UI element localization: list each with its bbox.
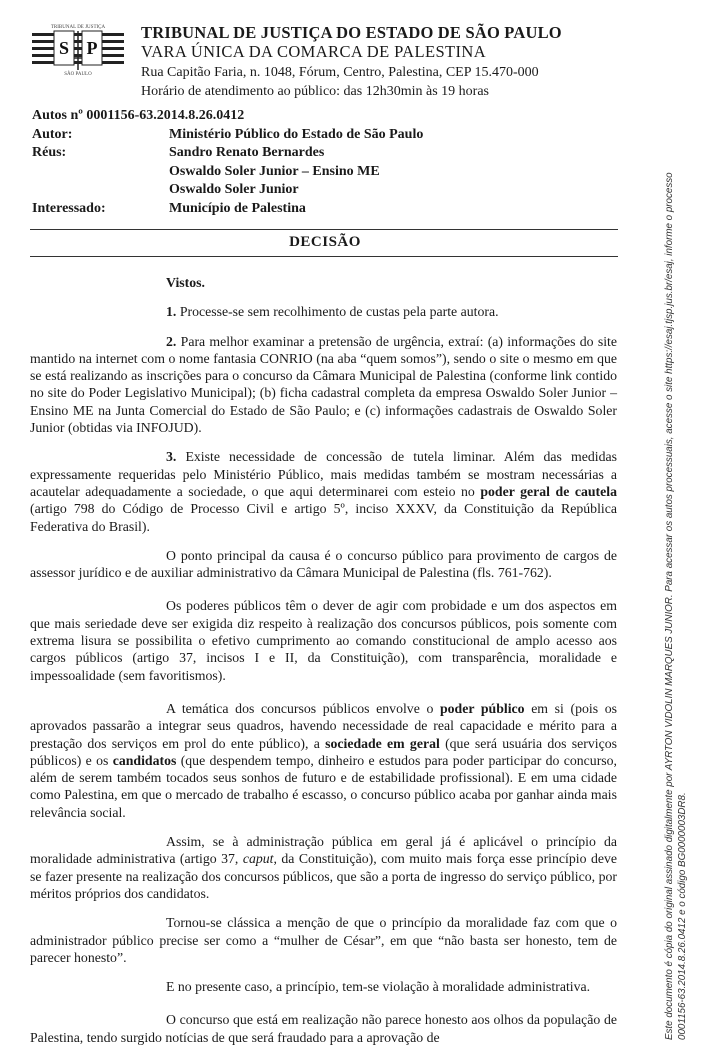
digital-signature-note [664, 30, 689, 1040]
paragraph-1-number: 1. [166, 304, 177, 320]
paragraph-6 [30, 700, 617, 821]
paragraph-3 [30, 448, 617, 534]
case-number: Autos nº 0001156-63.2014.8.26.0412 [32, 108, 245, 123]
court-subtitle: VARA ÚNICA DA COMARCA DE PALESTINA [141, 42, 487, 61]
defendants-row-3 [32, 181, 423, 200]
paragraph-2-number: 2. [166, 333, 177, 349]
paragraph-6-text-a: A temática dos concursos públicos envolve o [166, 700, 434, 716]
defendants-label: Réus: [32, 145, 67, 160]
interested-label: Interessado: [32, 200, 106, 216]
defendant-2: Oswaldo Soler Junior – Ensino ME [169, 163, 380, 179]
divider-bottom [30, 256, 618, 257]
paragraph-10: O concurso que está em realização não parece honesto aos olhos da população de Palestina, tendo surgido notícias de que será fraudado para a aprovação de [30, 1012, 617, 1045]
defendant-3: Oswaldo Soler Junior [169, 182, 299, 197]
paragraph-6-text-d: (que será usuária dos serviços públicos) e os [30, 735, 617, 768]
paragraph-7-text-a: Assim, se à administração pública em geral já é aplicável o princípio da moralidade administrativa (artigo 37, [30, 834, 617, 867]
logo-letter-s: S [58, 38, 70, 58]
paragraph-6-text-c: em si (pois os aprovados passarão a integrar seus quadros, havendo necessidade de real capacidade e mérito para a prestação dos serviços em prol do ente público), a [30, 700, 617, 751]
defendants-row-2 [32, 163, 423, 182]
logo-bottom-text: SÃO PAULO [64, 72, 92, 76]
paragraph-9: E no presente caso, a princípio, tem-se violação à moralidade administrativa. [166, 979, 591, 995]
paragraph-6-text-e: (que despendem tempo, dinheiro e estudos para poder participar do concurso, além de serem também tocados seus sonhos de futuro e de estabilidade profissional). E em uma cidade como Palestina, em que o mercado de trabalho é escasso, o concurso público acaba por ganhar ainda mais relevância social. [30, 752, 617, 820]
paragraph-5: Os poderes públicos têm o dever de agir com probidade e um dos aspectos em que mais seriedade deve ser exigida diz respeito à realização dos concursos públicos, pois somente com extrema lisura se possibilita o efetivo cumprimento ao comando constitucional de amplo acesso aos cargos públicos (artigo 37, incisos I e II, da Constituição), com transparência, moralidade e impessoalidade (sem favoritismos). [30, 598, 617, 683]
paragraph-7-italic: caput [242, 851, 274, 867]
side-note-line-2: 0001156-63.2014.8.26.0412 e o código BG0000003DR8. [676, 792, 688, 1040]
interested-value: Município de Palestina [169, 200, 306, 216]
paragraph-2 [30, 333, 617, 437]
side-note-line-1: Este documento é cópia do original assinado digitalmente por AYRTON VIDOLIN MARQUES JUNIOR. Para acessar os autos processuais, acesse o site https://esaj.tjsp.jus.br/esaj, informe o processo [664, 172, 675, 1040]
paragraph-3-text-a: Existe necessidade de concessão de tutela liminar. Além das medidas expressamente requeridas pelo Ministério Público, mais medidas também se mostram necessárias a acautelar adequadamente a sociedade, o que aqui determinarei com esteio no [30, 449, 617, 499]
author-row [32, 126, 423, 145]
paragraph-4: O ponto principal da causa é o concurso público para provimento de cargos de assessor jurídico e de auxiliar administrativo da Câmara Municipal de Palestina (fls. 761-762). [30, 547, 617, 581]
paragraph-8: Tornou-se clássica a menção de que o princípio da moralidade faz com que o administrador público precise ser como a “mulher de César”, em que “não basta ser honesto, tem de parecer honesto”. [30, 915, 617, 965]
court-logo [30, 20, 126, 76]
document-title: DECISÃO [289, 234, 361, 250]
court-hours: Horário de atendimento ao público: das 12h30min às 19 horas [141, 84, 489, 99]
document-body [30, 274, 617, 1058]
paragraph-7 [30, 833, 617, 902]
paragraph-2-text: Para melhor examinar a pretensão de urgência, extraí: (a) informações do site mantido na internet com o nome fantasia CONRIO (na aba “quem somos”), sendo o site o mesmo em que se está realizando as inscrições para o concurso da Câmara Municipal de Palestina (conforme link contido no site do Poder Legislativo Municipal); (b) ficha cadastral completa da empresa Oswaldo Soler Junior – Ensino ME na Junta Comercial do Estado de São Paulo; e (c) informações cadastrais de Oswaldo Soler Junior (obtidas via INFOJUD). [30, 333, 618, 436]
paragraph-1 [30, 303, 617, 320]
court-title: TRIBUNAL DE JUSTIÇA DO ESTADO DE SÃO PAULO [141, 23, 562, 42]
interested-row [32, 200, 423, 219]
divider-top [30, 229, 618, 230]
paragraph-3-text-b: (artigo 798 do Código de Processo Civil e artigo 5º, inciso XXXV, da Constituição da República Federativa do Brasil). [30, 501, 617, 534]
author-value: Ministério Público do Estado de São Paulo [169, 126, 424, 142]
paragraph-3-bold: poder geral de cautela [480, 483, 617, 499]
logo-top-text: TRIBUNAL DE JUSTIÇA [50, 25, 106, 30]
paragraph-3-number: 3. [166, 449, 177, 465]
paragraph-6-bold-1: poder público [439, 700, 525, 716]
logo-letter-p: P [86, 38, 98, 58]
paragraph-6-bold-2: sociedade em geral [325, 735, 440, 751]
vistos: Vistos. [166, 275, 205, 290]
court-address: Rua Capitão Faria, n. 1048, Fórum, Centro, Palestina, CEP 15.470-000 [141, 65, 539, 80]
paragraph-6-bold-3: candidatos [112, 752, 177, 768]
defendants-row [32, 144, 423, 163]
tjsp-seal-icon [30, 20, 126, 76]
defendant-1: Sandro Renato Bernardes [169, 145, 325, 160]
author-label: Autor: [32, 126, 73, 142]
case-metadata [32, 107, 423, 218]
paragraph-1-text: Processe-se sem recolhimento de custas pela parte autora. [179, 304, 499, 320]
paragraph-7-text-b: , da Constituição), com muito mais força esse princípio deve se fazer presente na realização dos concursos públicos, que são a porta de ingresso do serviço público, por méritos próprios dos candidatos. [30, 851, 617, 901]
